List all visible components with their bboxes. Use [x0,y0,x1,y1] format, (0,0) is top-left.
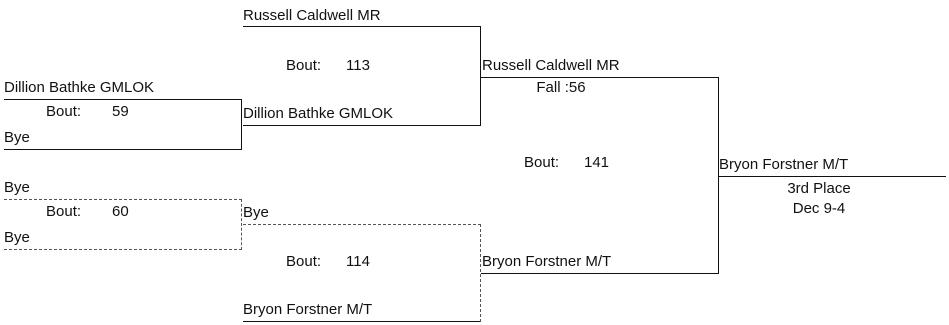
bout-114-top-wrestler: Bye [243,204,269,221]
bout-59-connector [241,99,242,150]
bout-113-top-line [243,26,481,27]
bout-59-bottom-line [4,149,242,150]
bout-60-top-line [4,199,242,200]
bout-59-top-line [4,99,242,100]
bout-114-bottom-wrestler: Bryon Forstner M/T [243,301,373,318]
bout-141-top-result: Fall :56 [536,79,586,96]
bout-141-number: 141 [584,154,610,171]
bout-60-number: 60 [112,203,129,220]
bout-114-bottom-line [243,321,481,322]
bout-141-bottom-wrestler: Bryon Forstner M/T [482,253,612,270]
bout-59-bottom-wrestler: Bye [4,129,30,146]
bout-60-bottom-wrestler: Bye [4,229,30,246]
bout-141-bottom-line [481,273,719,274]
placement-label: 3rd Place [787,180,851,197]
bout-114-top-line [243,224,481,225]
placement-line [718,176,946,177]
bout-114-number: 114 [346,253,370,270]
bout-141-label: Bout: [524,154,560,171]
bout-59-number: 59 [112,103,129,120]
placement-winner: Bryon Forstner M/T [719,156,849,173]
bout-113-bottom-line [243,125,481,126]
bout-141-top-line [481,77,719,78]
bout-60-label: Bout: [46,203,82,220]
bout-113-bottom-wrestler: Dillion Bathke GMLOK [243,105,394,122]
bout-113-number: 113 [346,57,370,74]
bout-114-label: Bout: [286,253,322,270]
bout-113-top-wrestler: Russell Caldwell MR [243,7,381,24]
placement-result: Dec 9-4 [792,200,846,217]
bout-59-top-wrestler: Dillion Bathke GMLOK [4,79,155,96]
bout-60-connector [241,199,242,250]
bout-113-connector [480,26,481,126]
bout-60-top-wrestler: Bye [4,179,30,196]
bout-59-label: Bout: [46,103,82,120]
bout-60-bottom-line [4,249,242,250]
bout-113-label: Bout: [286,57,322,74]
bout-141-top-wrestler: Russell Caldwell MR [482,57,620,74]
